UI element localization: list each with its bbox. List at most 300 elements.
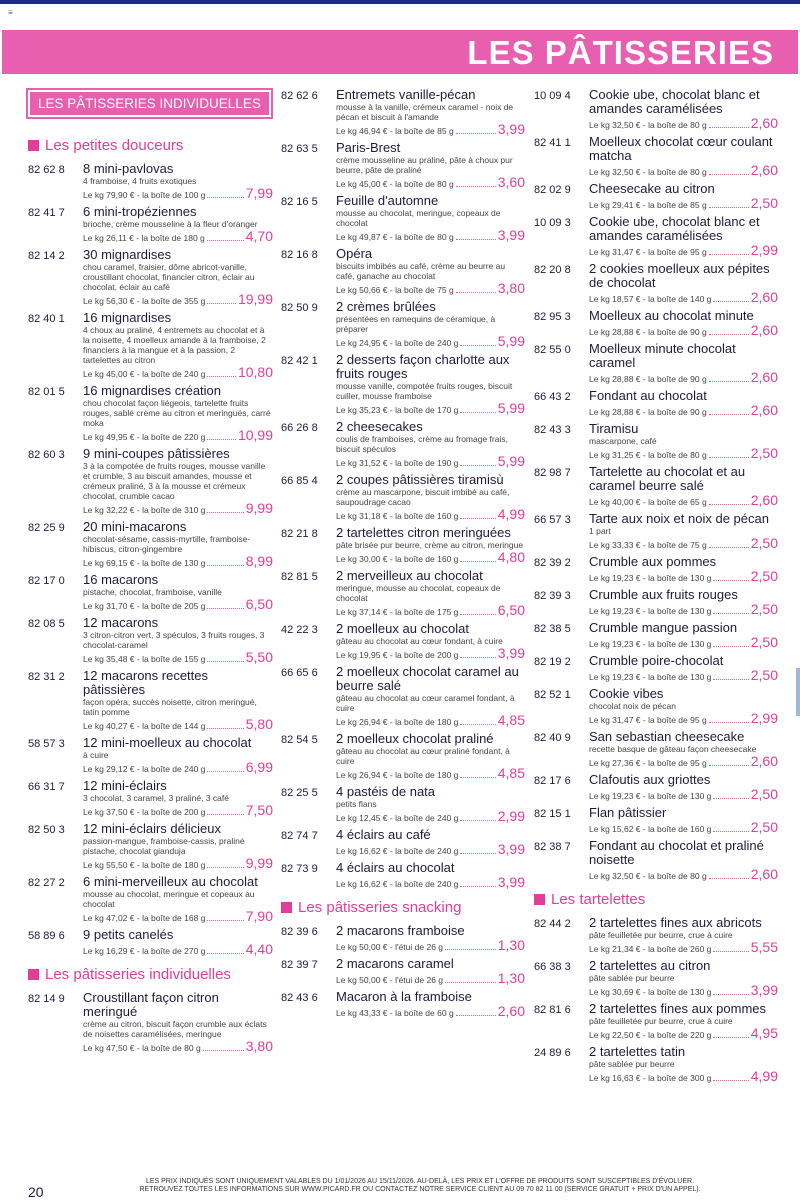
product-item[interactable] <box>534 773 778 801</box>
product-price: 2,60 <box>497 1003 525 1019</box>
price-line <box>589 536 778 550</box>
price-per-kg: Le kg 16,29 € - la boîte de 270 g <box>83 946 206 956</box>
product-name: Moelleux minute chocolat caramel <box>589 341 736 370</box>
price-line <box>83 942 273 956</box>
product-price: 2,60 <box>750 289 778 305</box>
price-line <box>589 711 778 725</box>
product-code: 10 09 3 <box>534 217 571 229</box>
price-per-kg: Le kg 31,47 € - la boîte de 95 g <box>589 247 707 257</box>
dotted-leader <box>709 381 749 382</box>
product-price: 4,70 <box>245 228 273 244</box>
product-code: 82 38 5 <box>534 623 571 635</box>
product-item[interactable] <box>281 957 525 985</box>
product-description: mousse au chocolat, meringue et copeaux au chocolat <box>83 889 255 909</box>
price-per-kg: Le kg 69,15 € - la boîte de 130 g <box>83 558 206 568</box>
product-body <box>589 262 778 304</box>
product-code: 58 89 6 <box>28 930 65 942</box>
product-item[interactable] <box>28 928 273 956</box>
product-item[interactable] <box>534 687 778 725</box>
product-price: 2,99 <box>497 808 525 824</box>
product-name: Cookie vibes <box>589 686 664 701</box>
product-item[interactable] <box>28 248 273 306</box>
product-description: chou caramel, fraisier, dôme abricot-vanille, croustillant chocolat, financier citron, éclair au chocolat, éclair au café <box>83 262 255 292</box>
product-name: Fondant au chocolat et praliné noisette <box>589 838 764 867</box>
product-description: crème au mascarpone, biscuit imbibé au café, saupoudrage cacao <box>336 487 510 507</box>
product-item[interactable] <box>28 205 273 243</box>
column-1 <box>28 86 273 1058</box>
price-per-kg: Le kg 28,88 € - la boîte de 90 g <box>589 327 707 337</box>
product-description: pâte feuilletée pur beurre, crue à cuire <box>589 1016 733 1026</box>
product-body <box>589 215 778 257</box>
product-name: 4 pastéis de nata <box>336 784 436 799</box>
product-name: 4 éclairs au café <box>336 827 431 842</box>
product-name: 9 petits canelés <box>83 927 174 942</box>
product-price: 6,99 <box>245 759 273 775</box>
product-item[interactable] <box>281 353 525 415</box>
price-line <box>589 163 778 177</box>
product-description: 3 à la compotée de fruits rouges, mousse vanille et crumble, 3 au biscuit amandes, mousse et crémeux praliné, 3 à la mousse et crémeux chocolat, crumble cacao <box>83 461 266 501</box>
product-price: 3,60 <box>497 174 525 190</box>
legal-line-1: LES PRIX INDIQUÉS SONT UNIQUEMENT VALABLES DU 1/01/2026 AU 15/11/2026. AU-DELÀ, LES PRIX ET L'OFFRE DE PRODUITS SONT SUSCEPTIBLES D'ÉVOLUER. <box>145 1178 695 1185</box>
side-tab[interactable] <box>796 668 800 716</box>
section-title-text: Les pâtisseries snacking <box>298 899 462 916</box>
product-body <box>83 162 273 200</box>
product-price: 10,99 <box>237 427 273 443</box>
price-line <box>336 454 525 468</box>
price-line <box>336 971 525 985</box>
price-per-kg: Le kg 22,50 € - la boîte de 220 g <box>589 1030 712 1040</box>
product-description: 3 chocolat, 3 caramel, 3 praliné, 3 café <box>83 793 229 803</box>
product-body <box>589 88 778 130</box>
product-item[interactable] <box>281 300 525 348</box>
price-per-kg: Le kg 24,95 € - la boîte de 240 g <box>336 338 459 348</box>
column-3 <box>534 88 778 1088</box>
product-price: 2,50 <box>750 568 778 584</box>
product-name: Clafoutis aux griottes <box>589 772 711 787</box>
product-body <box>83 616 273 664</box>
section-title <box>28 966 273 983</box>
product-description: pâte sablée pur beurre <box>589 973 675 983</box>
product-description: pistache, chocolat, framboise, vanille <box>83 587 222 597</box>
price-line <box>589 602 778 616</box>
section-square-icon <box>534 894 545 905</box>
product-item[interactable] <box>534 215 778 257</box>
product-code: 24 89 6 <box>534 1047 571 1059</box>
product-item[interactable] <box>281 569 525 617</box>
product-code: 66 85 4 <box>281 475 318 487</box>
product-item[interactable] <box>281 473 525 521</box>
product-item[interactable] <box>534 309 778 337</box>
price-line <box>589 867 778 881</box>
price-per-kg: Le kg 31,70 € - la boîte de 205 g <box>83 601 206 611</box>
product-item[interactable] <box>281 88 525 136</box>
product-price: 2,60 <box>750 162 778 178</box>
dotted-leader <box>709 127 749 128</box>
section-title <box>281 899 525 916</box>
product-item[interactable] <box>281 622 525 660</box>
product-name: 12 mini-éclairs délicieux <box>83 821 221 836</box>
product-item[interactable] <box>28 875 273 923</box>
price-line <box>336 401 525 415</box>
product-body <box>336 88 525 136</box>
product-price: 2,50 <box>750 535 778 551</box>
product-item[interactable] <box>28 616 273 664</box>
price-per-kg: Le kg 31,25 € - la boîte de 80 g <box>589 450 707 460</box>
product-price: 5,55 <box>750 939 778 955</box>
section-square-icon <box>28 140 39 151</box>
price-per-kg: Le kg 40,27 € - la boîte de 144 g <box>83 721 206 731</box>
product-name: San sebastian cheesecake <box>589 729 745 744</box>
product-code: 82 81 6 <box>534 1004 571 1016</box>
price-per-kg: Le kg 55,50 € - la boîte de 180 g <box>83 860 206 870</box>
product-code: 66 26 8 <box>281 422 318 434</box>
dotted-leader <box>709 765 749 766</box>
dotted-leader <box>713 646 748 647</box>
page-title: LES PÂTISSERIES <box>467 34 774 71</box>
product-item[interactable] <box>28 384 273 442</box>
product-body <box>589 773 778 801</box>
price-per-kg: Le kg 15,62 € - la boîte de 160 g <box>589 824 712 834</box>
product-item[interactable] <box>534 182 778 210</box>
product-code: 66 38 3 <box>534 961 571 973</box>
dotted-leader <box>207 867 243 868</box>
product-name: Moelleux chocolat cœur coulant matcha <box>589 134 773 163</box>
product-item[interactable] <box>534 1002 778 1040</box>
product-item[interactable] <box>534 806 778 834</box>
price-line <box>336 766 525 780</box>
product-name: 9 mini-coupes pâtissières <box>83 446 230 461</box>
dotted-leader <box>207 512 243 513</box>
product-item[interactable] <box>281 247 525 295</box>
menu-icon[interactable]: ≡ <box>8 8 13 17</box>
product-item[interactable] <box>28 447 273 515</box>
dotted-leader <box>203 1050 244 1051</box>
dotted-leader <box>460 614 495 615</box>
price-per-kg: Le kg 19,23 € - la boîte de 130 g <box>589 672 712 682</box>
product-item[interactable] <box>281 665 525 727</box>
product-code: 82 15 1 <box>534 808 571 820</box>
price-line <box>336 122 525 136</box>
dotted-leader <box>207 376 236 377</box>
price-per-kg: Le kg 28,88 € - la boîte de 90 g <box>589 374 707 384</box>
dotted-leader <box>207 240 244 241</box>
product-body <box>336 828 525 856</box>
product-name: 2 tartelettes fines aux pommes <box>589 1001 767 1016</box>
product-item[interactable] <box>534 588 778 616</box>
product-name: 2 desserts façon charlotte aux fruits rouges <box>336 352 510 381</box>
product-code: 82 98 7 <box>534 467 571 479</box>
product-price: 1,30 <box>497 970 525 986</box>
price-line <box>589 1026 778 1040</box>
page-number: 20 <box>28 1184 44 1200</box>
product-code: 82 62 6 <box>281 90 318 102</box>
price-line <box>83 597 273 611</box>
dotted-leader <box>207 439 236 440</box>
product-code: 82 42 1 <box>281 355 318 367</box>
product-name: 2 tartelettes tatin <box>589 1044 686 1059</box>
price-line <box>589 243 778 257</box>
product-code: 82 16 8 <box>281 249 318 261</box>
product-description: chocolat noix de pécan <box>589 701 676 711</box>
price-per-kg: Le kg 26,11 € - la boîte de 180 g <box>83 233 205 243</box>
dotted-leader <box>713 613 748 614</box>
product-body <box>83 736 273 774</box>
dotted-leader <box>713 951 748 952</box>
price-line <box>336 334 525 348</box>
product-item[interactable] <box>534 88 778 130</box>
price-line <box>589 668 778 682</box>
price-line <box>336 175 525 189</box>
product-item[interactable] <box>534 1045 778 1083</box>
product-description: gâteau au chocolat au cœur caramel fondant, à cuire <box>336 693 515 713</box>
price-per-kg: Le kg 35,48 € - la boîte de 155 g <box>83 654 206 664</box>
price-line <box>83 229 273 243</box>
product-price: 7,90 <box>245 908 273 924</box>
dotted-leader <box>713 994 748 995</box>
product-code: 82 39 6 <box>281 926 318 938</box>
dotted-leader <box>709 207 749 208</box>
product-code: 82 50 3 <box>28 824 65 836</box>
product-body <box>83 991 273 1053</box>
product-item[interactable] <box>28 311 273 379</box>
product-item[interactable] <box>281 924 525 952</box>
product-description: gâteau au chocolat au cœur fondant, à cuire <box>336 636 503 646</box>
dotted-leader <box>713 1080 748 1081</box>
product-body <box>589 1002 778 1040</box>
price-per-kg: Le kg 35,23 € - la boîte de 170 g <box>336 405 459 415</box>
dotted-leader <box>709 457 749 458</box>
product-name: 2 macarons caramel <box>336 956 454 971</box>
product-body <box>589 422 778 460</box>
price-line <box>83 186 273 200</box>
product-price: 2,60 <box>750 115 778 131</box>
product-body <box>336 785 525 823</box>
product-item[interactable] <box>281 785 525 823</box>
product-description: mousse au chocolat, meringue, copeaux de chocolat <box>336 208 501 228</box>
dotted-leader <box>713 679 748 680</box>
product-item[interactable] <box>534 916 778 954</box>
product-code: 82 95 3 <box>534 311 571 323</box>
product-price: 19,99 <box>237 291 273 307</box>
product-item[interactable] <box>28 162 273 200</box>
product-body <box>336 665 525 727</box>
product-body <box>336 194 525 242</box>
product-item[interactable] <box>534 730 778 768</box>
product-name: Tiramisu <box>589 421 639 436</box>
price-per-kg: Le kg 31,52 € - la boîte de 190 g <box>336 458 459 468</box>
product-item[interactable] <box>534 839 778 881</box>
price-line <box>336 842 525 856</box>
product-name: 2 tartelettes fines aux abricots <box>589 915 762 930</box>
top-blue-strip <box>0 0 800 4</box>
product-item[interactable] <box>534 621 778 649</box>
product-name: Cookie ube, chocolat blanc et amandes caramélisées <box>589 214 760 243</box>
price-line <box>589 787 778 801</box>
product-name: 2 crèmes brûlées <box>336 299 436 314</box>
product-item[interactable] <box>281 732 525 780</box>
product-price: 5,80 <box>245 716 273 732</box>
product-item[interactable] <box>534 512 778 550</box>
product-description: biscuits imbibés au café, crème au beurre au café, ganache au chocolat <box>336 261 506 281</box>
dotted-leader <box>207 197 243 198</box>
price-line <box>589 635 778 649</box>
price-line <box>83 428 273 442</box>
product-item[interactable] <box>534 389 778 417</box>
product-body <box>336 141 525 189</box>
product-code: 66 57 3 <box>534 514 571 526</box>
product-body <box>83 520 273 568</box>
product-name: 8 mini-pavlovas <box>83 161 174 176</box>
product-body <box>336 526 525 564</box>
product-item[interactable] <box>28 573 273 611</box>
price-per-kg: Le kg 30,69 € - la boîte de 130 g <box>589 987 712 997</box>
price-line <box>83 650 273 664</box>
price-per-kg: Le kg 19,23 € - la boîte de 130 g <box>589 639 712 649</box>
product-body <box>336 473 525 521</box>
price-per-kg: Le kg 79,90 € - la boîte de 100 g <box>83 190 206 200</box>
product-body <box>83 573 273 611</box>
section-title <box>534 891 778 908</box>
product-price: 4,85 <box>497 712 525 728</box>
page-banner <box>2 30 798 74</box>
product-description: crème au citron, biscuit façon crumble aux éclats de noisettes caramélisées, meringue <box>83 1019 267 1039</box>
price-per-kg: Le kg 29,41 € - la boîte de 85 g <box>589 200 707 210</box>
product-body <box>336 732 525 780</box>
dotted-leader <box>207 920 243 921</box>
product-description: crème mousseline au praliné, pâte à choux pur beurre, pâte de praliné <box>336 155 513 175</box>
product-code: 82 40 1 <box>28 313 65 325</box>
price-per-kg: Le kg 43,33 € - la boîte de 60 g <box>336 1008 454 1018</box>
product-item[interactable] <box>28 669 273 731</box>
product-item[interactable] <box>534 555 778 583</box>
product-code: 82 01 5 <box>28 386 65 398</box>
product-item[interactable] <box>281 420 525 468</box>
price-per-kg: Le kg 37,14 € - la boîte de 175 g <box>336 607 459 617</box>
dotted-leader <box>456 1015 496 1016</box>
price-line <box>589 403 778 417</box>
product-price: 2,50 <box>750 667 778 683</box>
price-per-kg: Le kg 18,57 € - la boîte de 140 g <box>589 294 712 304</box>
product-item[interactable] <box>281 526 525 564</box>
product-name: Feuille d'automne <box>336 193 439 208</box>
product-item[interactable] <box>534 342 778 384</box>
dotted-leader <box>207 661 243 662</box>
product-code: 82 40 9 <box>534 732 571 744</box>
product-name: 16 mignardises création <box>83 383 222 398</box>
product-item[interactable] <box>28 779 273 817</box>
product-code: 82 62 8 <box>28 164 65 176</box>
price-per-kg: Le kg 49,87 € - la boîte de 80 g <box>336 232 454 242</box>
price-line <box>336 228 525 242</box>
product-body <box>336 957 525 985</box>
product-price: 9,99 <box>245 855 273 871</box>
product-price: 3,99 <box>497 227 525 243</box>
price-line <box>83 909 273 923</box>
product-item[interactable] <box>281 141 525 189</box>
price-line <box>336 550 525 564</box>
price-per-kg: Le kg 19,95 € - la boîte de 200 g <box>336 650 459 660</box>
dotted-leader <box>207 814 243 815</box>
product-price: 4,40 <box>245 941 273 957</box>
price-per-kg: Le kg 50,66 € - la boîte de 75 g <box>336 285 454 295</box>
price-per-kg: Le kg 40,00 € - la boîte de 65 g <box>589 497 707 507</box>
product-code: 82 16 5 <box>281 196 318 208</box>
product-price: 2,50 <box>750 445 778 461</box>
product-name: Tarte aux noix et noix de pécan <box>589 511 769 526</box>
product-code: 82 21 8 <box>281 528 318 540</box>
product-price: 2,50 <box>750 601 778 617</box>
dotted-leader <box>456 133 496 134</box>
product-body <box>589 959 778 997</box>
product-body <box>589 1045 778 1083</box>
product-price: 3,99 <box>497 841 525 857</box>
price-line <box>589 323 778 337</box>
product-body <box>589 342 778 384</box>
price-per-kg: Le kg 32,22 € - la boîte de 310 g <box>83 505 206 515</box>
price-line <box>589 983 778 997</box>
product-item[interactable] <box>281 828 525 856</box>
price-line <box>83 760 273 774</box>
product-price: 4,85 <box>497 765 525 781</box>
dotted-leader <box>713 1037 748 1038</box>
price-line <box>336 646 525 660</box>
price-line <box>83 856 273 870</box>
product-body <box>336 990 525 1018</box>
product-code: 82 43 6 <box>281 992 318 1004</box>
product-item[interactable] <box>534 465 778 507</box>
product-item[interactable] <box>281 194 525 242</box>
product-item[interactable] <box>281 990 525 1018</box>
product-item[interactable] <box>534 654 778 682</box>
price-per-kg: Le kg 21,34 € - la boîte de 260 g <box>589 944 712 954</box>
product-price: 4,99 <box>497 506 525 522</box>
dotted-leader <box>709 414 749 415</box>
price-per-kg: Le kg 47,02 € - la boîte de 168 g <box>83 913 206 923</box>
product-item[interactable] <box>534 422 778 460</box>
product-name: 2 tartelettes citron meringuées <box>336 525 511 540</box>
product-code: 82 39 7 <box>281 959 318 971</box>
price-line <box>589 196 778 210</box>
product-item[interactable] <box>28 822 273 870</box>
product-name: Paris-Brest <box>336 140 401 155</box>
price-per-kg: Le kg 19,23 € - la boîte de 130 g <box>589 573 712 583</box>
dotted-leader <box>460 886 495 887</box>
product-item[interactable] <box>534 135 778 177</box>
price-per-kg: Le kg 16,62 € - la boîte de 240 g <box>336 879 459 889</box>
dotted-leader <box>445 982 496 983</box>
product-name: 2 merveilleux au chocolat <box>336 568 483 583</box>
product-item[interactable] <box>28 520 273 568</box>
product-item[interactable] <box>28 991 273 1053</box>
product-item[interactable] <box>534 959 778 997</box>
product-code: 82 14 9 <box>28 993 65 1005</box>
price-line <box>589 754 778 768</box>
price-line <box>336 507 525 521</box>
product-item[interactable] <box>534 262 778 304</box>
price-line <box>336 809 525 823</box>
product-description: mascarpone, café <box>589 436 657 446</box>
product-description: à cuire <box>83 750 109 760</box>
dotted-leader <box>713 301 748 302</box>
product-item[interactable] <box>28 736 273 774</box>
price-per-kg: Le kg 31,47 € - la boîte de 95 g <box>589 715 707 725</box>
product-item[interactable] <box>281 861 525 889</box>
product-description: chocolat-sésame, cassis-myrtille, framboise-hibiscus, citron-gingembre <box>83 534 251 554</box>
price-line <box>336 603 525 617</box>
product-name: 12 mini-moelleux au chocolat <box>83 735 252 750</box>
dotted-leader <box>460 561 495 562</box>
product-body <box>589 309 778 337</box>
